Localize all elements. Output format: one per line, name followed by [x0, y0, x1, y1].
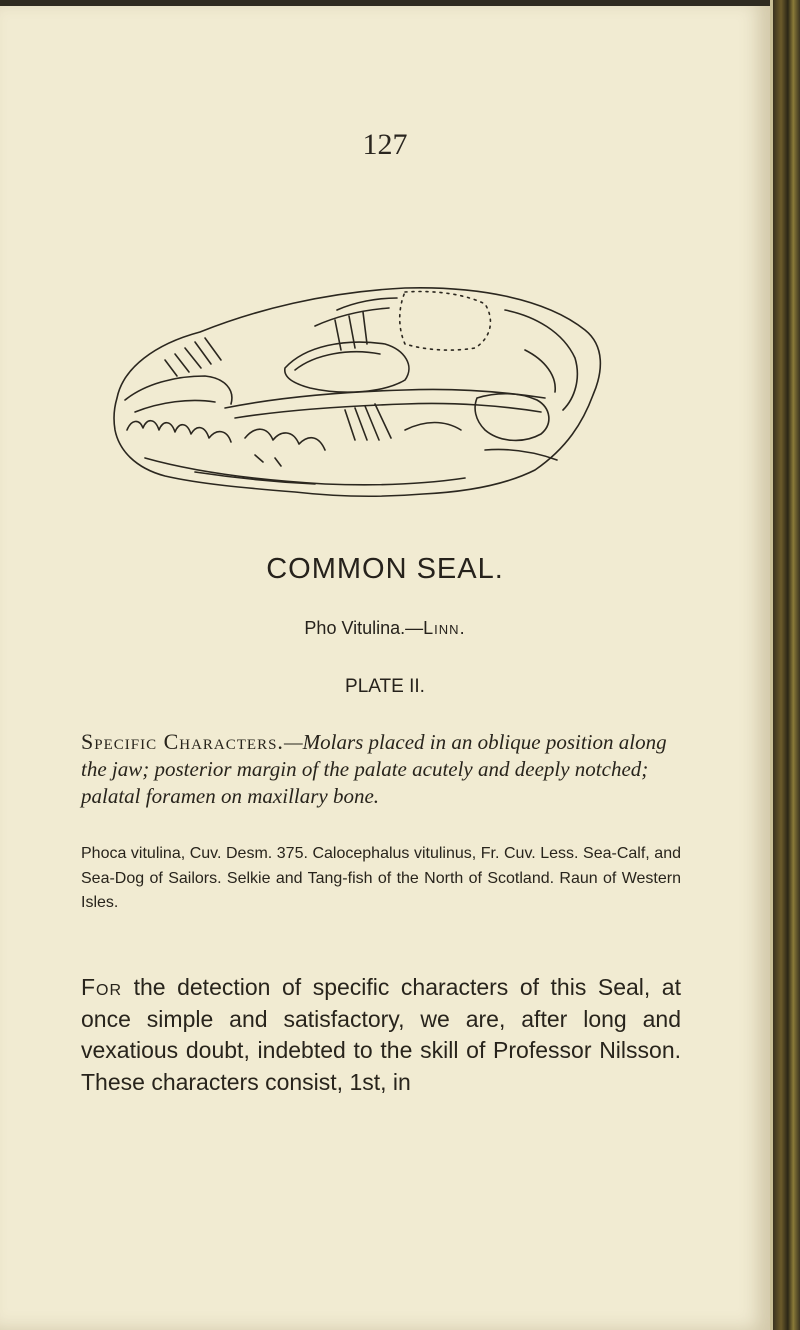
specific-characters — [81, 728, 681, 810]
plate-number: PLATE II. — [345, 676, 425, 697]
species-name: Pho Vitulina.— — [304, 618, 424, 638]
body-text: the detection of specific characters of this Seal, at once simple and satisfactory, we are, after long and vexatious doubt, indebted to the skill of Professor Nilsson. These characters consist, 1st, in — [81, 974, 681, 1095]
synonyms-paragraph: Phoca vitulina, Cuv. Desm. 375. Calocephalus vitulinus, Fr. Cuv. Less. Sea-Calf, and Sea-Dog of Sailors. Selkie and Tang-fish of the North of Scotland. Raun of Western Isles. — [81, 845, 681, 911]
species-authority: Linn. — [423, 618, 466, 638]
seal-skull-illustration — [105, 280, 615, 510]
book-binding-edge — [773, 0, 800, 1330]
species-line — [0, 618, 770, 639]
plate-title: COMMON SEAL. — [266, 553, 504, 585]
page-top-edge — [0, 0, 770, 6]
body-paragraph — [81, 972, 681, 1098]
page-number: 127 — [362, 128, 408, 161]
specific-characters-label: Specific Characters. — [81, 729, 284, 754]
specific-characters-text: —Molars placed in an oblique position along the jaw; posterior margin of the palate acutely and deeply notched; palatal foramen on maxillary bone. — [81, 730, 667, 808]
body-first-word: For — [81, 974, 123, 1000]
